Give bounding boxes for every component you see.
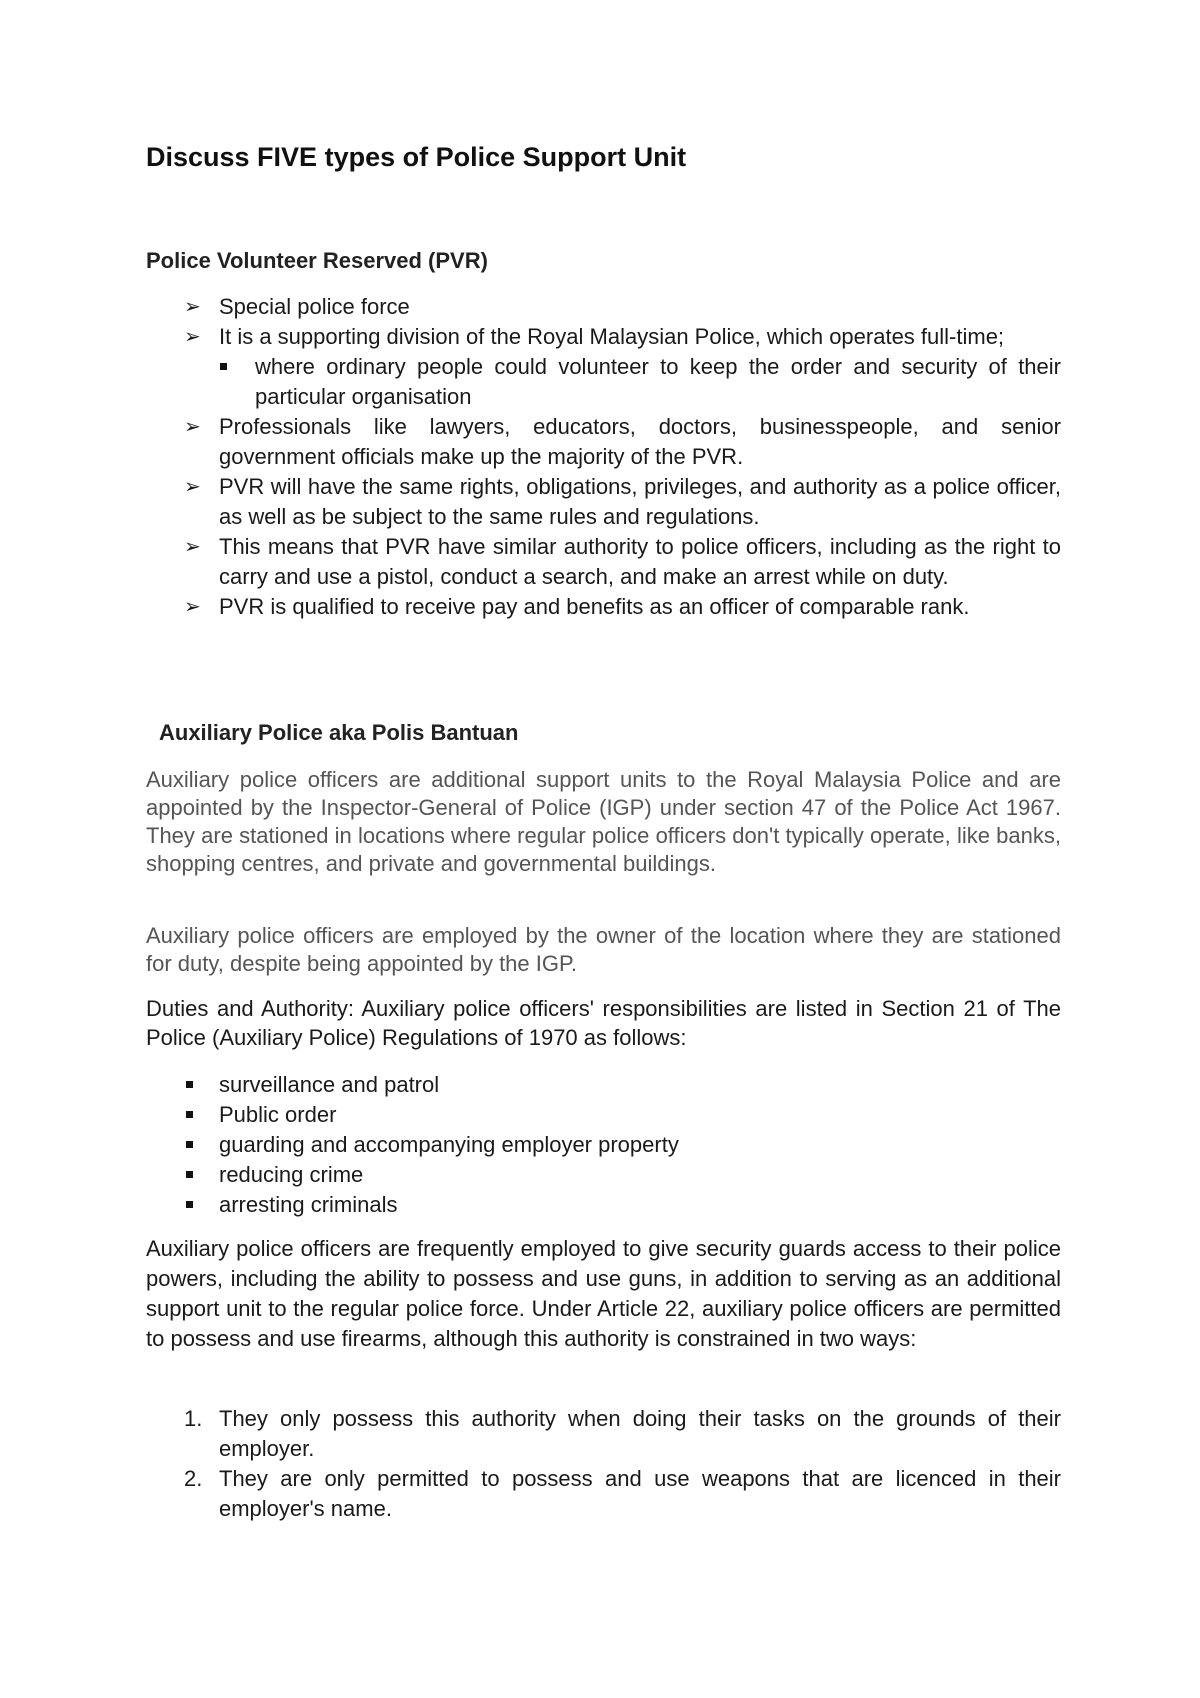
list-number: 2. bbox=[184, 1466, 203, 1491]
square-bullet-icon bbox=[186, 1111, 193, 1118]
square-bullet-icon bbox=[186, 1141, 193, 1148]
list-item: Public order bbox=[146, 1100, 1061, 1130]
list-item: reducing crime bbox=[146, 1160, 1061, 1190]
arrow-bullet-icon: ➢ bbox=[184, 416, 201, 438]
list-item: ➢ Professionals like lawyers, educators, doctors, businesspeople, and senior government officials make up the majority of the PVR. bbox=[184, 414, 1061, 469]
list-item: ➢ It is a supporting division of the Royal Malaysian Police, which operates full-time; bbox=[146, 322, 1061, 352]
auxiliary-paragraph-1: Auxiliary police officers are additional support units to the Royal Malaysia Police and are appointed by the Inspector-General of Police (IGP) under section 47 of the Police Act 1967. They are stationed in locations where regular police officers don't typically operate, like banks, shopping centres, and private and governmental buildings. bbox=[146, 767, 1061, 876]
list-item: ➢ PVR will have the same rights, obligations, privileges, and authority as a police officer, as well as be subject to the same rules and regulations. bbox=[184, 474, 1061, 529]
arrow-bullet-icon: ➢ bbox=[184, 596, 201, 618]
auxiliary-paragraph-2: Auxiliary police officers are employed by the owner of the location where they are stationed for duty, despite being appointed by the IGP. bbox=[146, 923, 1061, 976]
list-item: 1. They only possess this authority when doing their tasks on the grounds of their employer. bbox=[184, 1406, 1061, 1461]
list-item: 2. They are only permitted to possess and use weapons that are licenced in their employer's name. bbox=[184, 1466, 1061, 1521]
square-bullet-icon bbox=[186, 1201, 193, 1208]
constraints-list bbox=[146, 1404, 1061, 1524]
square-bullet-icon bbox=[186, 1081, 193, 1088]
list-item: ➢ Special police force bbox=[146, 292, 1061, 322]
arrow-bullet-icon: ➢ bbox=[184, 536, 201, 558]
list-item: ➢ PVR is qualified to receive pay and benefits as an officer of comparable rank. bbox=[146, 592, 1061, 622]
arrow-bullet-icon: ➢ bbox=[184, 326, 201, 348]
duties-list bbox=[146, 1070, 1061, 1220]
sub-list-wrapper bbox=[146, 352, 1061, 412]
list-item: guarding and accompanying employer property bbox=[146, 1130, 1061, 1160]
page-title: Discuss FIVE types of Police Support Unit bbox=[146, 142, 687, 172]
list-item: ➢ This means that PVR have similar authority to police officers, including as the right to carry and use a pistol, conduct a search, and make an arrest while on duty. bbox=[184, 534, 1061, 589]
square-bullet-icon bbox=[220, 363, 227, 370]
sub-list-item: where ordinary people could volunteer to keep the order and security of their particular organisation bbox=[146, 352, 1061, 412]
auxiliary-paragraph-3: Duties and Authority: Auxiliary police officers' responsibilities are listed in Section 21 of The Police (Auxiliary Police) Regulations of 1970 as follows: bbox=[146, 996, 1061, 1050]
pvr-list bbox=[146, 292, 1061, 622]
arrow-bullet-icon: ➢ bbox=[184, 476, 201, 498]
list-number: 1. bbox=[184, 1406, 203, 1431]
list-item: arresting criminals bbox=[146, 1190, 1061, 1220]
list-item: surveillance and patrol bbox=[146, 1070, 1061, 1100]
section-heading-auxiliary: Auxiliary Police aka Polis Bantuan bbox=[159, 720, 519, 745]
square-bullet-icon bbox=[186, 1171, 193, 1178]
auxiliary-paragraph-4: Auxiliary police officers are frequently employed to give security guards access to their police powers, including the ability to possess and use guns, in addition to serving as an additional support unit to the regular police force. Under Article 22, auxiliary police officers are permitted to possess and use firearms, although this authority is constrained in two ways: bbox=[146, 1236, 1061, 1351]
section-heading-pvr: Police Volunteer Reserved (PVR) bbox=[146, 248, 488, 273]
arrow-bullet-icon: ➢ bbox=[184, 296, 201, 318]
